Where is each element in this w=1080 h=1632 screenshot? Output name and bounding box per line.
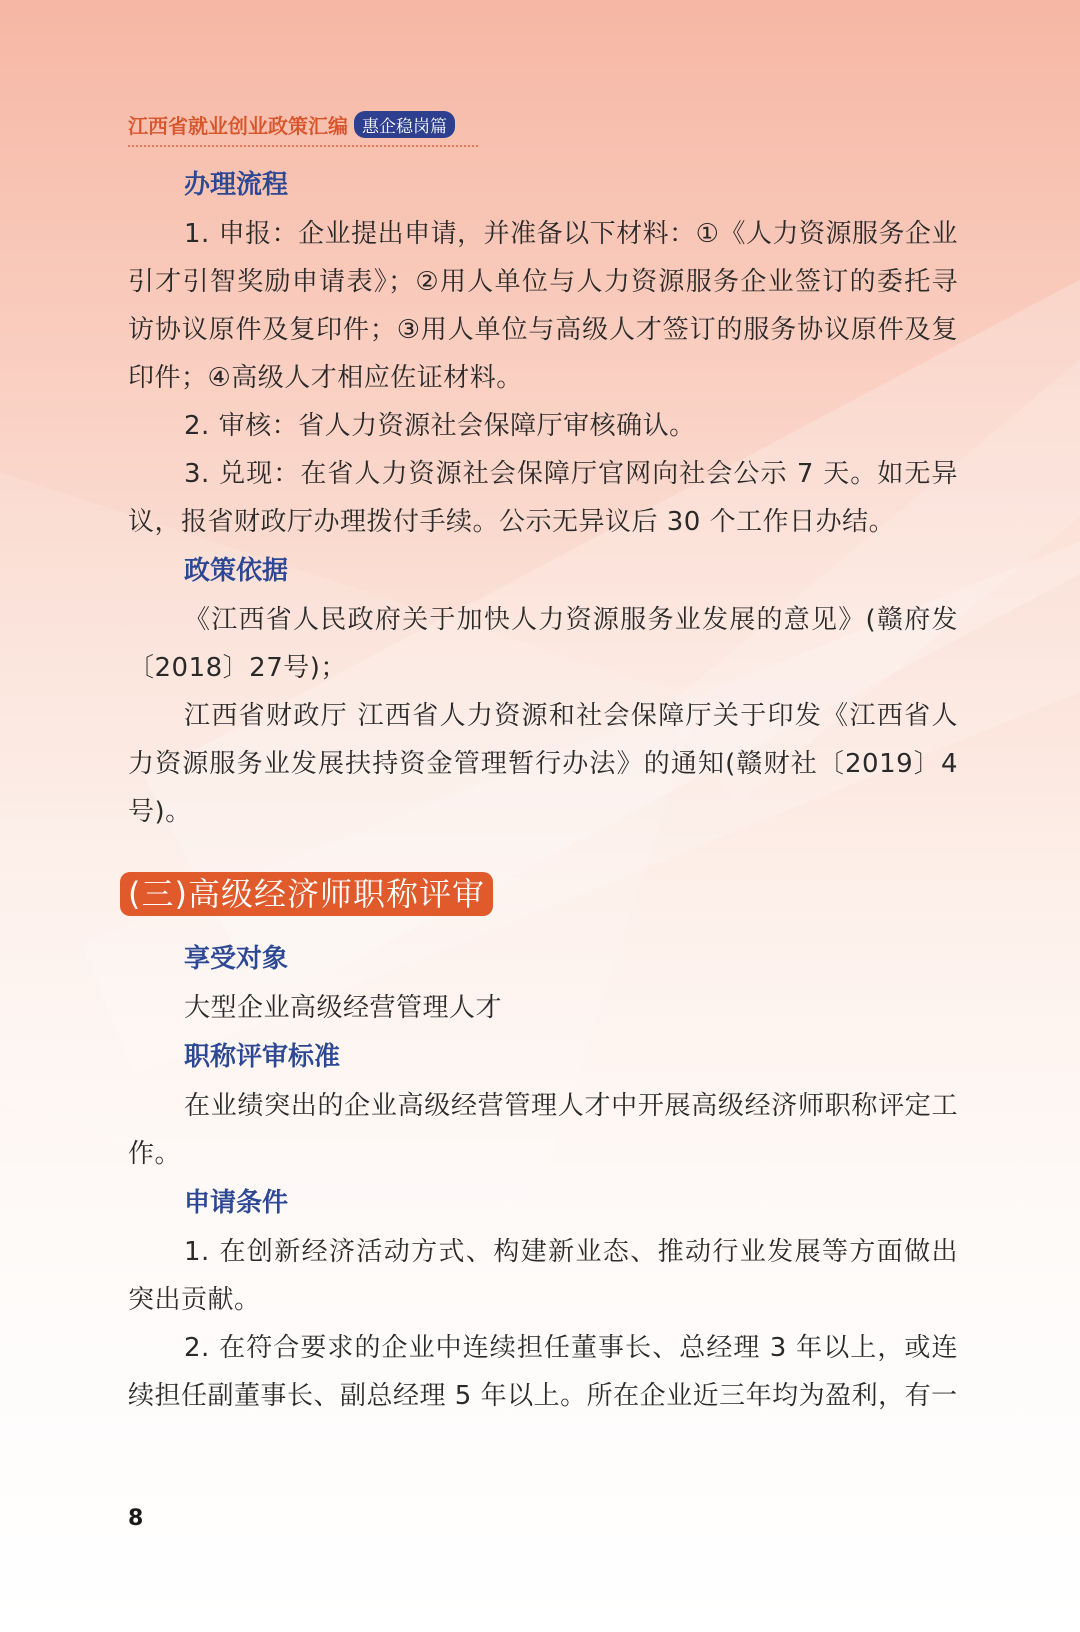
beneficiary-text: 大型企业高级经营管理人才	[184, 993, 503, 1023]
condition-1: 1. 在创新经济活动方式、构建新业态、推动行业发展等方面做出突出贡献。	[128, 1237, 958, 1315]
section-title: (三)高级经济师职称评审	[120, 872, 493, 916]
header-badge: 惠企稳岗篇	[354, 111, 455, 138]
running-header	[128, 110, 478, 147]
header-title: 江西省就业创业政策汇编	[128, 114, 348, 138]
heading-policy-basis: 政策依据	[184, 556, 289, 586]
heading-beneficiary: 享受对象	[184, 944, 289, 974]
condition-2: 2. 在符合要求的企业中连续担任董事长、总经理 3 年以上，或连续担任副董事长、副总经理 5 年以上。所在企业近三年均为盈利，有一	[128, 1333, 958, 1411]
page-number: 8	[128, 1506, 144, 1531]
heading-process: 办理流程	[184, 170, 289, 200]
heading-review-standard: 职称评审标准	[184, 1042, 341, 1072]
heading-conditions: 申请条件	[184, 1188, 289, 1218]
process-step-1: 1. 申报：企业提出申请，并准备以下材料：①《人力资源服务企业引才引智奖励申请表》；②用人单位与人力资源服务企业签订的委托寻访协议原件及复印件；③用人单位与高级人才签订的服务协议原件及复印件；④高级人才相应佐证材料。	[128, 219, 958, 393]
process-step-2: 2. 审核：省人力资源社会保障厅审核确认。	[184, 411, 696, 441]
policy-basis-1: 《江西省人民政府关于加快人力资源服务业发展的意见》(赣府发〔2018〕27号)；	[128, 605, 958, 683]
policy-basis-2: 江西省财政厅 江西省人力资源和社会保障厅关于印发《江西省人力资源服务业发展扶持资金管理暂行办法》的通知(赣财社〔2019〕4号)。	[128, 701, 958, 827]
page-content	[128, 160, 958, 1420]
process-step-3: 3. 兑现：在省人力资源社会保障厅官网向社会公示 7 天。如无异议，报省财政厅办理拨付手续。公示无异议后 30 个工作日办结。	[128, 459, 958, 537]
review-standard-text: 在业绩突出的企业高级经营管理人才中开展高级经济师职称评定工作。	[128, 1091, 958, 1169]
